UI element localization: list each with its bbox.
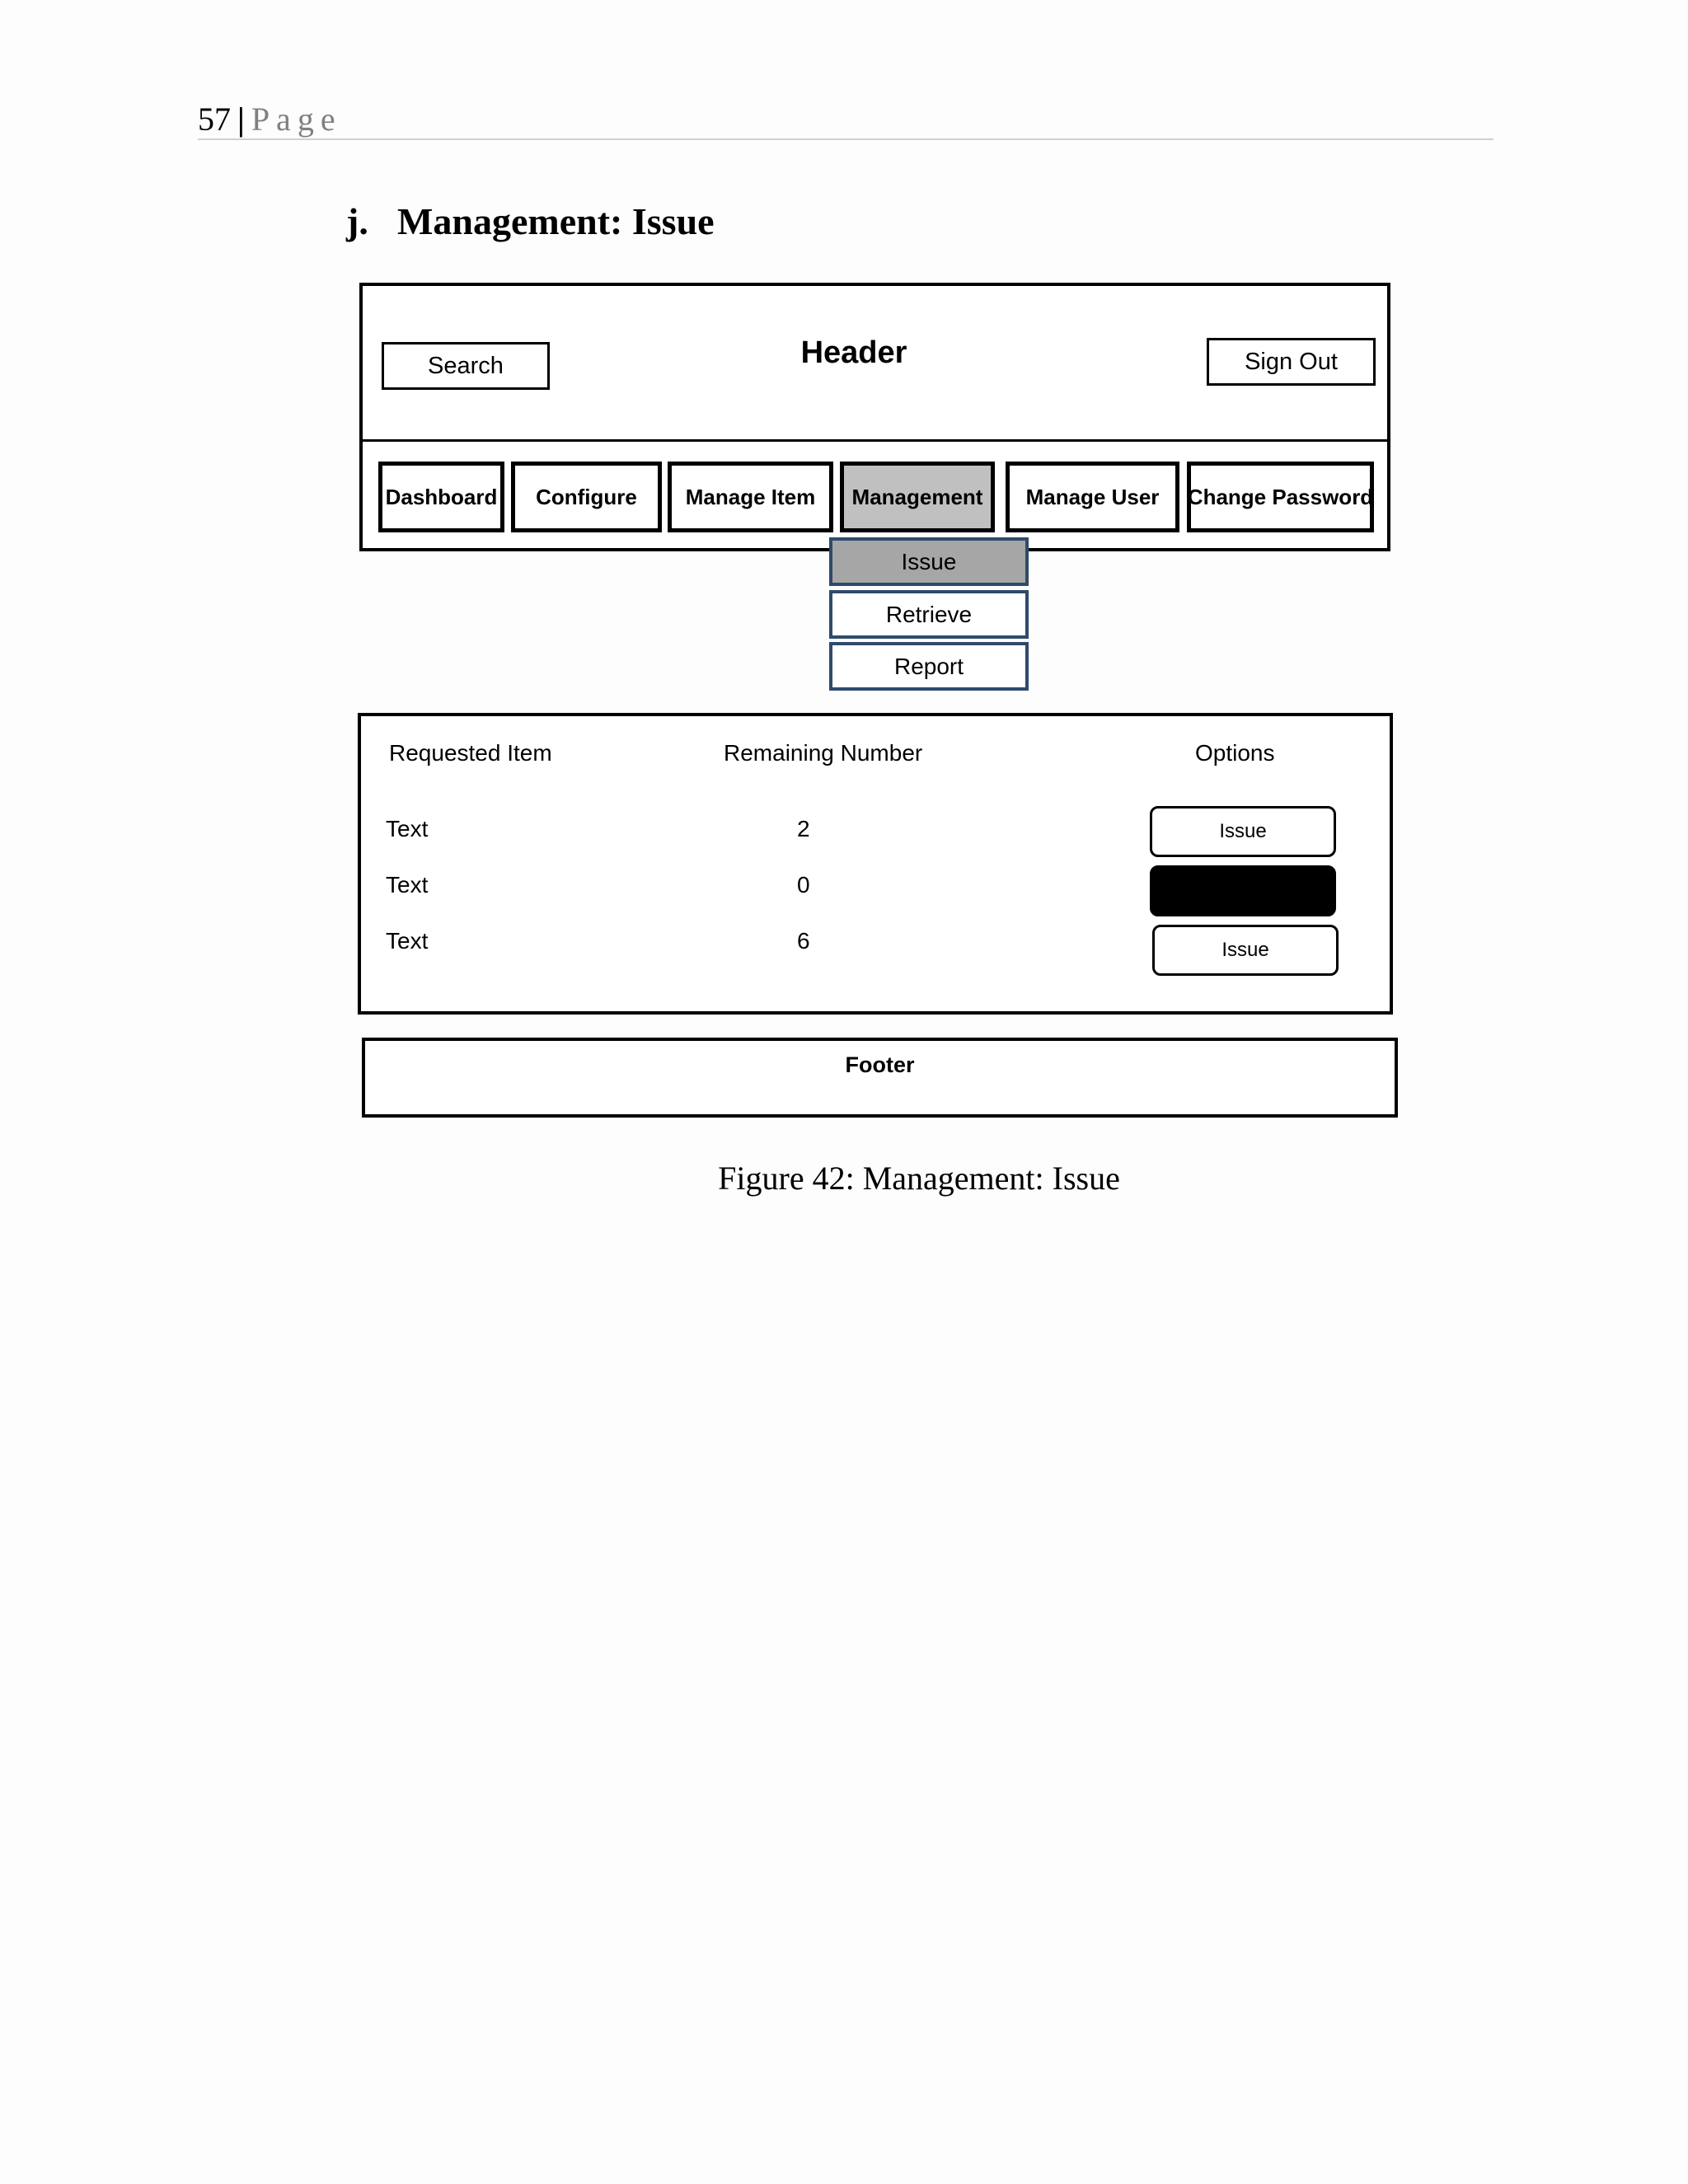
nav-manage-user[interactable]: Manage User	[1006, 462, 1179, 532]
row-3-item: Text	[386, 928, 429, 954]
page-number: 57	[198, 101, 231, 138]
nav-management[interactable]: Management	[840, 462, 995, 532]
column-header-options: Options	[1195, 740, 1275, 766]
section-heading	[346, 196, 715, 247]
nav-configure[interactable]: Configure	[511, 462, 662, 532]
section-title: Management: Issue	[397, 200, 715, 242]
nav-change-password[interactable]: Change Password	[1187, 462, 1374, 532]
dropdown-item-report[interactable]: Report	[829, 642, 1029, 691]
page-label: Page	[251, 101, 342, 138]
figure-caption: Figure 42: Management: Issue	[718, 1160, 1120, 1197]
column-header-requested-item: Requested Item	[389, 740, 552, 766]
nav-dashboard[interactable]: Dashboard	[378, 462, 504, 532]
dropdown-item-issue[interactable]: Issue	[829, 537, 1029, 586]
row-1-issue-button[interactable]: Issue	[1150, 806, 1336, 857]
row-2-remaining: 0	[797, 872, 810, 898]
page-number-line	[198, 97, 1493, 142]
section-label: j.	[346, 200, 368, 242]
row-1-remaining: 2	[797, 816, 810, 841]
page-header-rule	[198, 138, 1493, 140]
row-3-remaining: 6	[797, 928, 810, 954]
mockup-header-title: Header	[800, 335, 907, 370]
dropdown-item-retrieve[interactable]: Retrieve	[829, 590, 1029, 639]
row-3-issue-button[interactable]: Issue	[1152, 925, 1339, 976]
mockup-footer-label: Footer	[845, 1052, 915, 1077]
row-2-item: Text	[386, 872, 429, 898]
column-header-remaining-number: Remaining Number	[724, 740, 923, 766]
page-separator: |	[237, 101, 245, 138]
mockup-header-divider	[359, 439, 1390, 442]
search-button[interactable]: Search	[382, 342, 550, 390]
row-2-disabled-button	[1150, 865, 1336, 916]
nav-manage-item[interactable]: Manage Item	[668, 462, 833, 532]
row-1-item: Text	[386, 816, 429, 841]
sign-out-button[interactable]: Sign Out	[1207, 338, 1376, 386]
